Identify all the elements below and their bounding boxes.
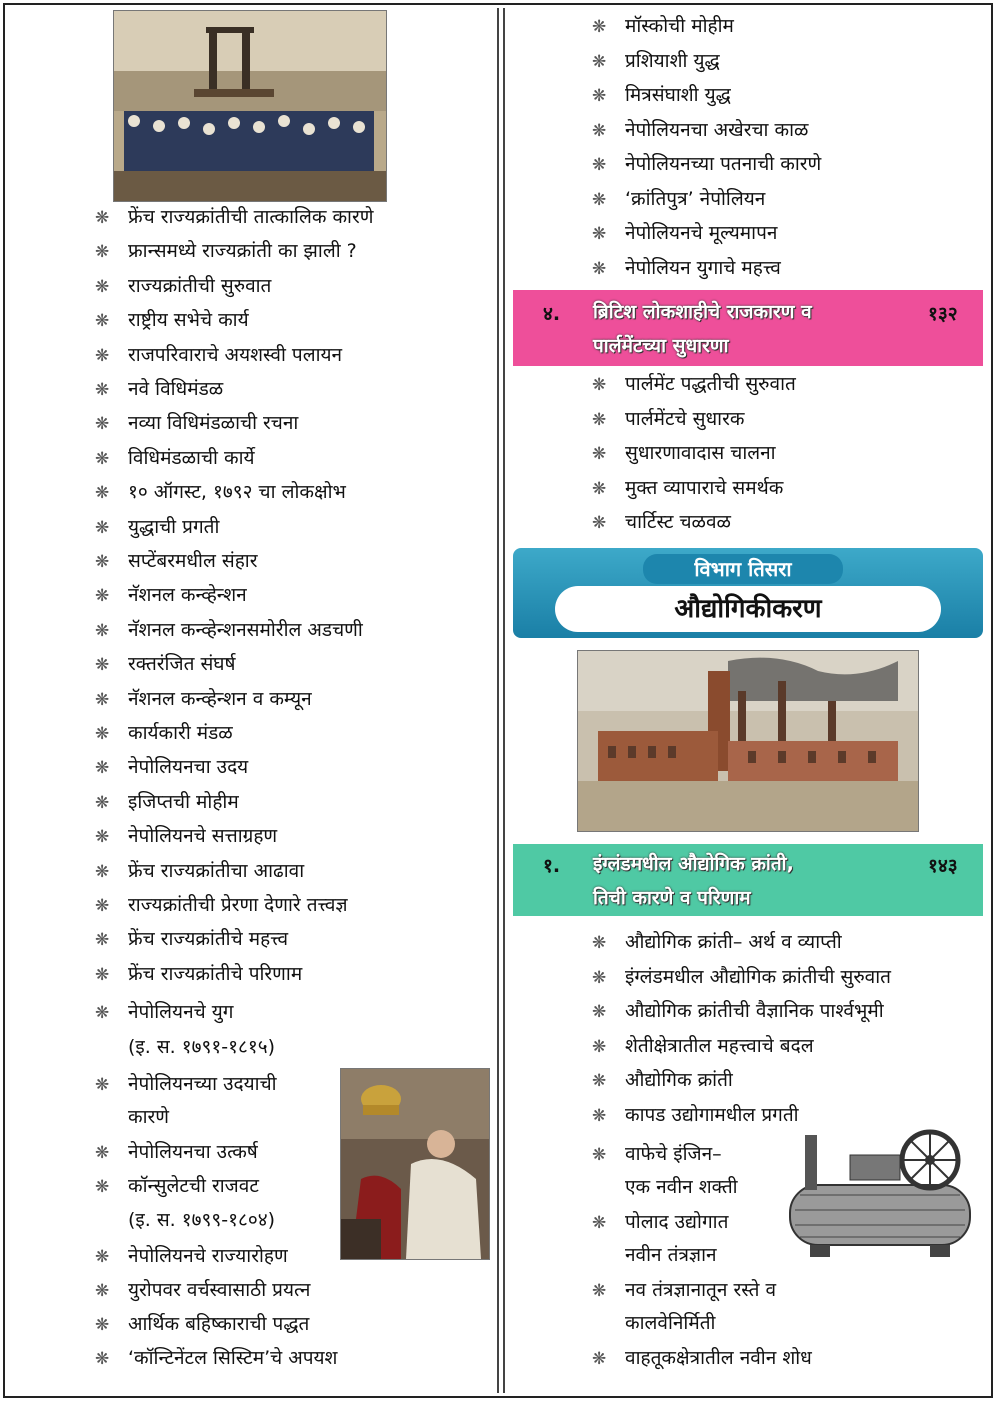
list-item: आर्थिक बहिष्काराची पद्धत xyxy=(128,1313,310,1335)
bullet-icon: ❋ xyxy=(592,189,607,210)
chapter-title-line2: तिची कारणे व परिणाम xyxy=(593,887,751,909)
bullet-icon: ❋ xyxy=(592,86,607,106)
bullet-icon: ❋ xyxy=(95,1177,110,1197)
bullet-icon: ❋ xyxy=(95,276,110,297)
list-item: नेपोलियनच्या पतनाची कारणे xyxy=(625,153,822,175)
bullet-icon: ❋ xyxy=(592,1213,607,1233)
bullet-icon: ❋ xyxy=(95,552,110,572)
list-item: नेपोलियन युगाचे महत्त्व xyxy=(625,256,781,279)
list-item: नवे विधिमंडळ xyxy=(128,378,224,400)
list-item: मुक्त व्यापाराचे समर्थक xyxy=(625,476,784,499)
list-item: नेपोलियनचा उत्कर्ष xyxy=(128,1141,258,1163)
bullet-icon: ❋ xyxy=(95,448,110,469)
list-item: नेपोलियनच्या उदयाची xyxy=(128,1073,277,1095)
napoleon-coronation-illustration xyxy=(340,1068,490,1260)
list-item: नेपोलियनचे राज्यारोहण xyxy=(128,1245,288,1267)
chapter-page-number: १४३ xyxy=(928,855,958,877)
bullet-icon: ❋ xyxy=(95,345,110,366)
bullet-icon: ❋ xyxy=(95,758,110,779)
list-item: नॅशनल कन्व्हेन्शनसमोरील अडचणी xyxy=(128,618,363,641)
list-item: राज्यक्रांतीची सुरुवात xyxy=(128,274,272,297)
list-item-continuation: कालवेनिर्मिती xyxy=(625,1312,716,1334)
bullet-icon: ❋ xyxy=(592,1349,607,1369)
list-item: फ्रेंच राज्यक्रांतीचे परिणाम xyxy=(128,962,303,985)
list-item: कापड उद्योगामधील प्रगती xyxy=(625,1103,799,1126)
bullet-icon: ❋ xyxy=(592,444,607,464)
list-item: शेतीक्षेत्रातील महत्त्वाचे बदल xyxy=(625,1034,814,1057)
list-item: फ्रान्समध्ये राज्यक्रांती का झाली ? xyxy=(128,240,357,263)
section-title: औद्योगिकीकरण xyxy=(555,586,941,632)
bullet-icon: ❋ xyxy=(95,380,110,400)
list-item: सप्टेंबरमधील संहार xyxy=(128,550,258,572)
list-item: १० ऑगस्ट, १७९२ चा लोकक्षोभ xyxy=(128,481,346,504)
bullet-icon: ❋ xyxy=(95,311,110,332)
list-item: युद्धाची प्रगती xyxy=(128,515,220,538)
chapter-title-line1: ब्रिटिश लोकशाहीचे राजकारण व xyxy=(593,301,812,323)
list-item: प्रशियाशी युद्ध xyxy=(625,49,720,72)
bullet-icon: ❋ xyxy=(592,513,607,533)
list-item: नव तंत्रज्ञानातून रस्ते व xyxy=(625,1279,777,1301)
list-item: औद्योगिक क्रांती– अर्थ व व्याप्ती xyxy=(625,931,842,953)
list-item: इजिप्तची मोहीम xyxy=(128,790,239,813)
bullet-icon: ❋ xyxy=(95,414,110,435)
bullet-icon: ❋ xyxy=(95,930,110,951)
bullet-icon: ❋ xyxy=(95,1281,110,1301)
list-item: पार्लमेंटचे सुधारक xyxy=(625,407,745,430)
bullet-icon: ❋ xyxy=(95,689,110,710)
list-item: फ्रेंच राज्यक्रांतीचे महत्त्व xyxy=(128,928,289,951)
list-item: इंग्लंडमधील औद्योगिक क्रांतीची सुरुवात xyxy=(625,965,891,988)
bullet-icon: ❋ xyxy=(95,964,110,985)
chapter-page-number: १३२ xyxy=(928,303,958,325)
bullet-icon: ❋ xyxy=(592,1281,607,1301)
bullet-icon: ❋ xyxy=(95,792,110,813)
list-item: नेपोलियनचे सत्ताग्रहण xyxy=(128,825,278,848)
list-item: मित्रसंघाशी युद्ध xyxy=(625,84,731,106)
list-item: राजपरिवाराचे अयशस्वी पलायन xyxy=(128,343,343,366)
bullet-icon: ❋ xyxy=(592,967,607,988)
bullet-icon: ❋ xyxy=(95,1247,110,1267)
column-divider xyxy=(497,8,505,1393)
bullet-icon: ❋ xyxy=(592,375,607,395)
list-item: नेपोलियनचा उदय xyxy=(128,756,249,779)
steam-engine-illustration xyxy=(780,1125,980,1265)
list-item: ‘कॉन्टिनेंटल सिस्टिम’चे अपयश xyxy=(128,1347,338,1369)
list-item: औद्योगिक क्रांती xyxy=(625,1069,733,1091)
chapter-number: १. xyxy=(543,855,561,877)
list-item: फ्रेंच राज्यक्रांतीची तात्कालिक कारणे xyxy=(128,206,374,228)
list-item-continuation: (इ. स. १७९९-१८०४) xyxy=(128,1209,276,1231)
list-item-continuation: नवीन तंत्रज्ञान xyxy=(625,1244,717,1266)
bullet-icon: ❋ xyxy=(592,1071,607,1091)
bullet-icon: ❋ xyxy=(95,724,110,744)
bullet-icon: ❋ xyxy=(592,1105,607,1126)
bullet-icon: ❋ xyxy=(95,483,110,504)
bullet-icon: ❋ xyxy=(95,1075,110,1095)
list-item: सुधारणावादास चालना xyxy=(625,442,776,464)
bullet-icon: ❋ xyxy=(95,620,110,641)
list-item: राज्यक्रांतीची प्रेरणा देणारे तत्त्वज्ञ xyxy=(128,894,348,916)
list-item: वाफेचे इंजिन– xyxy=(625,1143,722,1165)
chapter-number: ४. xyxy=(543,303,561,325)
bullet-icon: ❋ xyxy=(95,586,110,607)
bullet-icon: ❋ xyxy=(592,17,607,37)
list-item: रक्तरंजित संघर्ष xyxy=(128,653,236,676)
bullet-icon: ❋ xyxy=(592,1002,607,1022)
list-item-continuation: कारणे xyxy=(128,1106,170,1128)
bullet-icon: ❋ xyxy=(95,1003,110,1023)
chapter-title-line2: पार्लमेंटच्या सुधारणा xyxy=(593,335,729,357)
list-item: नेपोलियनचे युग xyxy=(128,1001,234,1023)
list-item: ‘क्रांतिपुत्र’ नेपोलियन xyxy=(625,187,766,210)
list-item-continuation: (इ. स. १७९१-१८१५) xyxy=(128,1036,276,1058)
bullet-icon: ❋ xyxy=(95,655,110,676)
bullet-icon: ❋ xyxy=(592,1036,607,1057)
list-item-continuation: एक नवीन शक्ती xyxy=(625,1176,738,1198)
list-item: पार्लमेंट पद्धतीची सुरुवात xyxy=(625,373,796,395)
list-item: मॉस्कोची मोहीम xyxy=(625,15,734,37)
list-item: राष्ट्रीय सभेचे कार्य xyxy=(128,309,249,332)
section-3-banner xyxy=(513,548,983,638)
list-item: नेपोलियनचा अखेरचा काळ xyxy=(625,118,809,141)
bullet-icon: ❋ xyxy=(95,861,110,882)
chapter-title-line1: इंग्लंडमधील औद्योगिक क्रांती, xyxy=(593,853,794,875)
bullet-icon: ❋ xyxy=(95,1315,110,1335)
bullet-icon: ❋ xyxy=(592,51,607,72)
factory-illustration xyxy=(577,650,919,832)
bullet-icon: ❋ xyxy=(95,896,110,916)
list-item: नॅशनल कन्व्हेन्शन व कम्यून xyxy=(128,687,312,710)
list-item: औद्योगिक क्रांतीची वैज्ञानिक पार्श्वभूमी xyxy=(625,1000,884,1022)
bullet-icon: ❋ xyxy=(95,517,110,538)
list-item: पोलाद उद्योगात xyxy=(625,1211,729,1233)
list-item: युरोपवर वर्चस्वासाठी प्रयत्न xyxy=(128,1279,311,1301)
list-item: विधिमंडळाची कार्ये xyxy=(128,446,255,469)
list-item: कार्यकारी मंडळ xyxy=(128,722,233,744)
bullet-icon: ❋ xyxy=(592,258,607,279)
bullet-icon: ❋ xyxy=(592,409,607,430)
bullet-icon: ❋ xyxy=(95,827,110,848)
chapter-4-heading xyxy=(513,290,983,366)
bullet-icon: ❋ xyxy=(592,224,607,244)
bullet-icon: ❋ xyxy=(95,242,110,263)
guillotine-illustration xyxy=(113,10,387,202)
bullet-icon: ❋ xyxy=(592,155,607,175)
list-item: नव्या विधिमंडळाची रचना xyxy=(128,412,299,435)
list-item: फ्रेंच राज्यक्रांतीचा आढावा xyxy=(128,859,305,882)
list-item: नेपोलियनचे मूल्यमापन xyxy=(625,222,778,244)
bullet-icon: ❋ xyxy=(95,208,110,228)
chapter-1-heading xyxy=(513,844,983,916)
section-label: विभाग तिसरा xyxy=(643,554,843,584)
list-item: वाहतूकक्षेत्रातील नवीन शोध xyxy=(625,1347,812,1369)
list-item: चार्टिस्ट चळवळ xyxy=(625,511,731,533)
bullet-icon: ❋ xyxy=(95,1349,110,1369)
bullet-icon: ❋ xyxy=(95,1143,110,1163)
list-item: कॉन्सुलेटची राजवट xyxy=(128,1175,259,1197)
bullet-icon: ❋ xyxy=(592,478,607,499)
bullet-icon: ❋ xyxy=(592,933,607,953)
list-item: नॅशनल कन्व्हेन्शन xyxy=(128,584,247,607)
bullet-icon: ❋ xyxy=(592,1145,607,1165)
bullet-icon: ❋ xyxy=(592,120,607,141)
